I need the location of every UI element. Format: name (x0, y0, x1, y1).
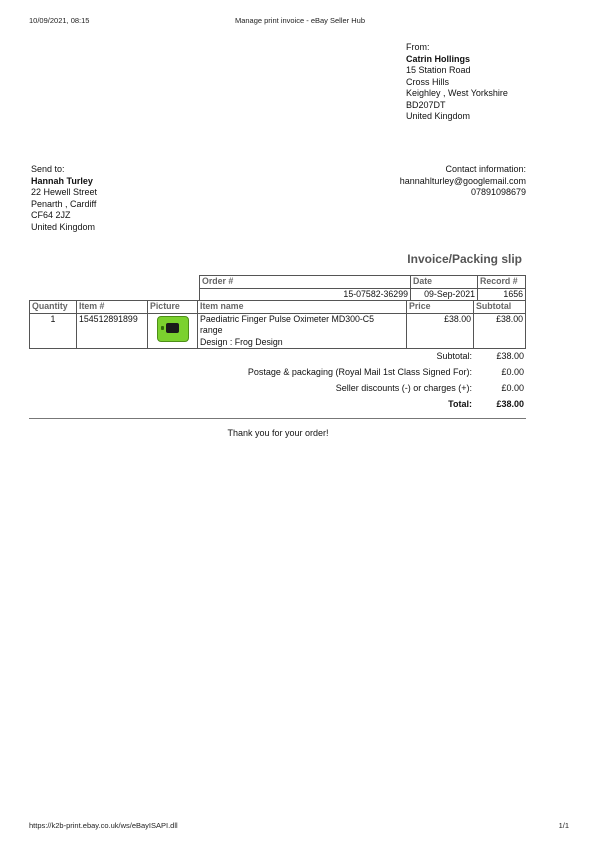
date-value: 09-Sep-2021 (411, 288, 478, 301)
send-to-line: CF64 2JZ (31, 210, 71, 220)
send-to-line: 22 Hewell Street (31, 187, 98, 197)
pulse-oximeter-thumbnail (157, 316, 189, 342)
send-to-line: United Kingdom (31, 221, 96, 232)
subtotal-label: Subtotal: (436, 351, 472, 361)
contact-phone: 07891098679 (470, 187, 526, 197)
items-table (29, 300, 526, 349)
postage-label: Postage & packaging (Royal Mail 1st Class Signed For): (247, 367, 472, 377)
print-datetime: 10/09/2021, 08:15 (29, 16, 90, 25)
price-header: Price (407, 301, 474, 314)
quantity-header: Quantity (30, 301, 77, 314)
from-name: Catrin Hollings (406, 53, 471, 64)
order-info-table (199, 275, 526, 301)
item-name-continued: range (200, 325, 223, 335)
from-label: From: (406, 42, 430, 52)
subtotal-value: £38.00 (496, 351, 524, 361)
discounts-row (199, 383, 524, 399)
order-no-value: 15-07582-36299 (200, 288, 411, 301)
item-price: £38.00 (407, 313, 474, 349)
from-line: United Kingdom (406, 111, 471, 121)
total-label: Total: (448, 399, 472, 409)
item-number: 154512891899 (77, 313, 148, 349)
item-picture (148, 313, 198, 349)
invoice-title: Invoice/Packing slip (407, 252, 522, 266)
print-page-title: Manage print invoice - eBay Seller Hub (234, 16, 366, 25)
record-no-header: Record # (478, 276, 526, 289)
item-variation: Design : Frog Design (200, 336, 283, 347)
item-name: Paediatric Finger Pulse Oximeter MD300-C5 (200, 313, 375, 324)
print-page-number: 1/1 (558, 821, 569, 830)
subtotal-header: Subtotal (474, 301, 526, 314)
order-no-header: Order # (200, 276, 411, 289)
send-to-address (31, 164, 97, 233)
discounts-value: £0.00 (501, 383, 524, 393)
from-line: BD207DT (406, 99, 446, 110)
send-to-name: Hannah Turley (31, 175, 93, 186)
date-header: Date (411, 276, 478, 289)
postage-value: £0.00 (501, 367, 524, 377)
item-quantity: 1 (30, 313, 77, 349)
contact-label: Contact information: (445, 164, 526, 174)
from-line: Keighley , West Yorkshire (406, 88, 508, 98)
thank-you-message: Thank you for your order! (227, 428, 329, 438)
picture-header: Picture (148, 301, 198, 314)
send-to-label: Send to: (31, 164, 65, 174)
from-line: Cross Hills (406, 76, 450, 87)
send-to-line: Penarth , Cardiff (31, 198, 97, 209)
discounts-label: Seller discounts (-) or charges (+): (335, 383, 472, 393)
from-address (406, 42, 508, 123)
order-value-row (200, 288, 526, 301)
contact-email: hannahlturley@googlemail.com (399, 175, 526, 186)
total-row (199, 399, 524, 415)
item-no-header: Item # (77, 301, 148, 314)
order-header-row (200, 276, 526, 289)
totals-block (199, 351, 524, 415)
items-header-row (30, 301, 526, 314)
total-value: £38.00 (496, 399, 524, 409)
print-url: https://k2b-print.ebay.co.uk/ws/eBayISAPI.dll (29, 821, 178, 830)
postage-row (199, 367, 524, 383)
record-no-value: 1656 (478, 288, 526, 301)
subtotal-row (199, 351, 524, 367)
item-name-header: Item name (198, 301, 407, 314)
divider (29, 418, 526, 419)
item-name-cell (198, 313, 407, 349)
item-subtotal: £38.00 (474, 313, 526, 349)
table-row (30, 313, 526, 349)
from-line: 15 Station Road (406, 65, 471, 75)
contact-information (400, 164, 526, 199)
